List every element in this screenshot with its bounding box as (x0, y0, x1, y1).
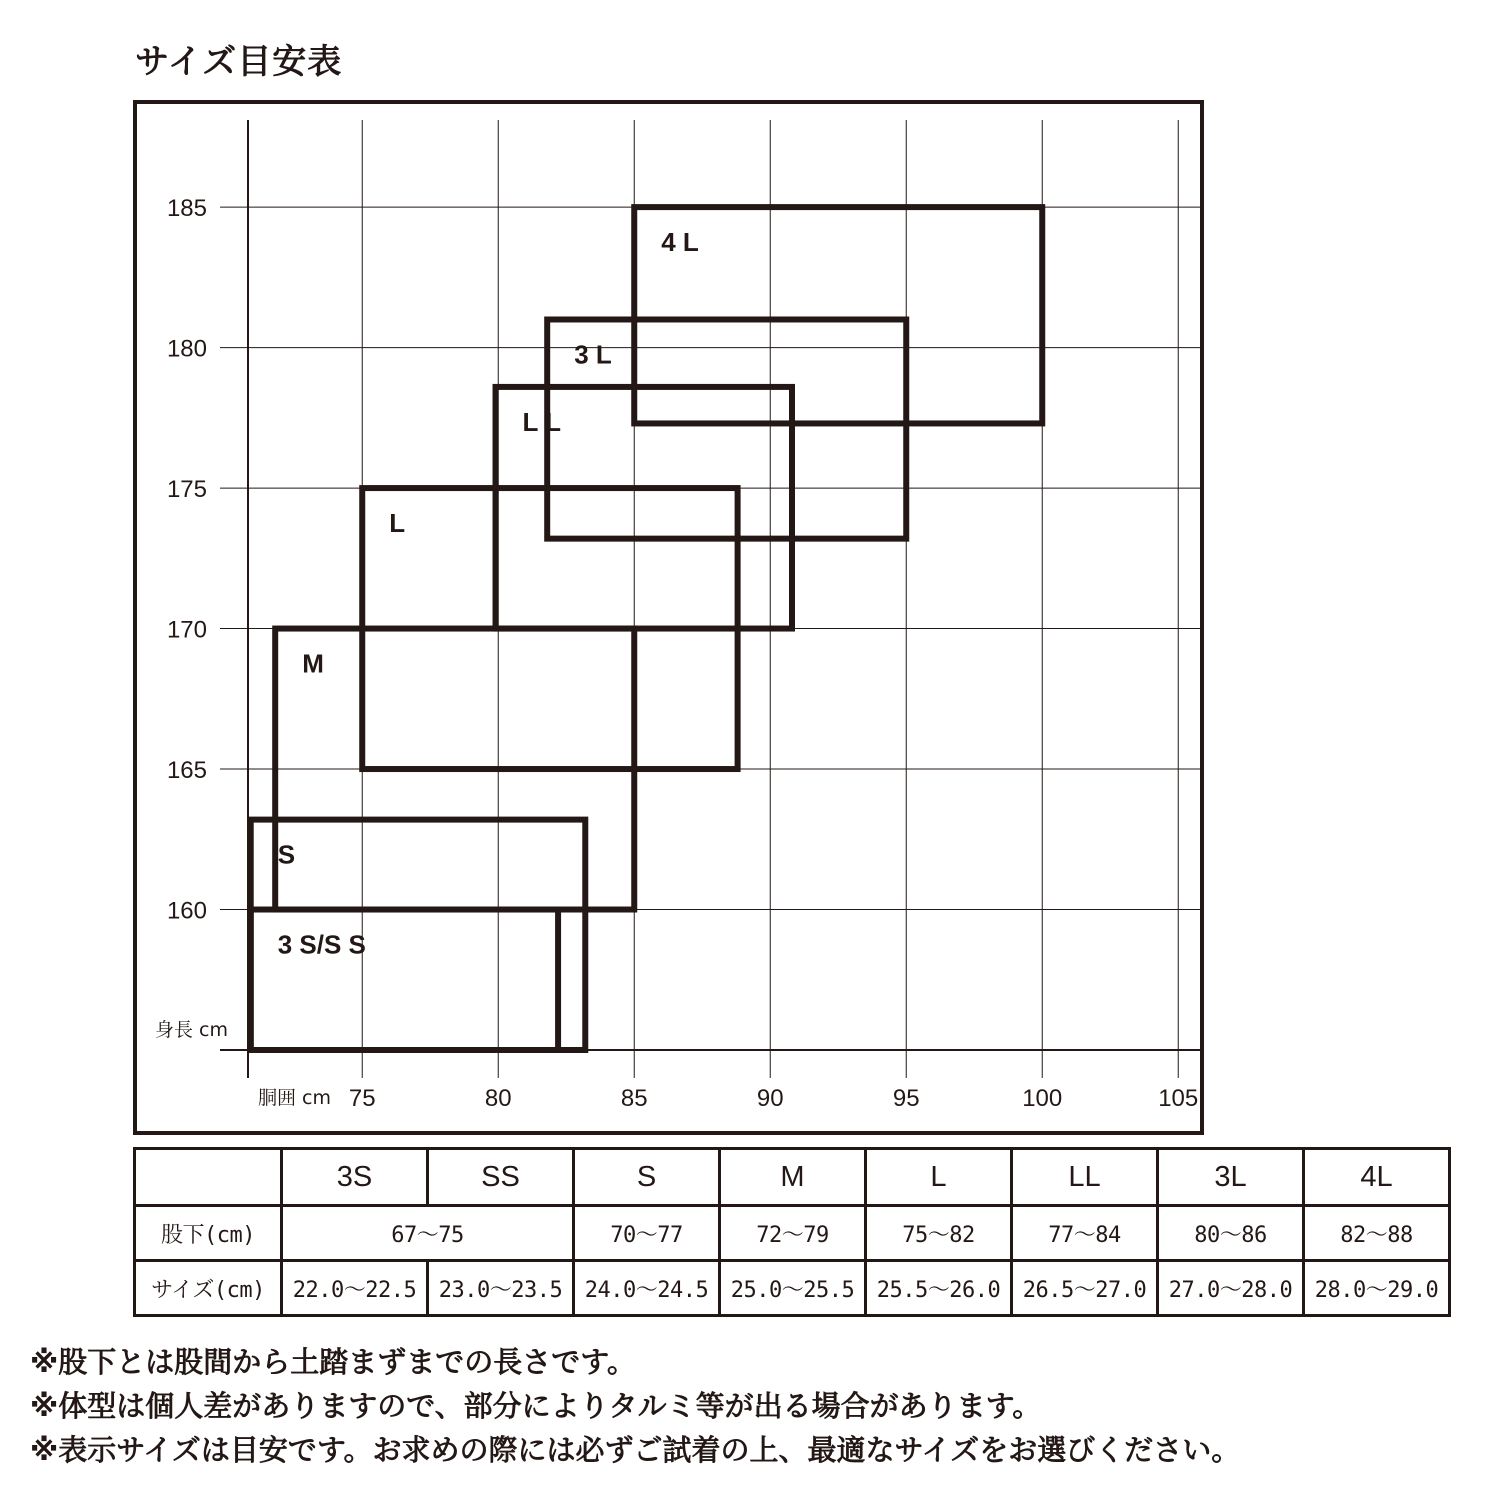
header-m: M (720, 1149, 866, 1206)
inseam-row (135, 1206, 1450, 1261)
inseam-cell: 77～84 (1012, 1206, 1158, 1261)
x-tick-label: 85 (620, 1085, 648, 1112)
header-ll: LL (1012, 1149, 1158, 1206)
inseam-cell: 70～77 (574, 1206, 720, 1261)
grid-lines (220, 120, 1200, 1078)
inseam-cell: 67～75 (282, 1206, 574, 1261)
size-box-label: 3 S/S S (277, 929, 366, 960)
y-axis-label: 身長 cm (155, 1019, 228, 1041)
header-ss: SS (428, 1149, 574, 1206)
inseam-label: 股下(cm) (135, 1206, 282, 1261)
size-box-label: L (389, 508, 406, 539)
header-l: L (866, 1149, 1012, 1206)
x-tick-label: 90 (756, 1085, 784, 1112)
size-table (133, 1147, 1451, 1317)
x-tick-label: 95 (892, 1085, 920, 1112)
page-title: サイズ目安表 (135, 42, 343, 82)
shoe-size-cell: 23.0～23.5 (428, 1261, 574, 1316)
y-tick-label: 175 (166, 476, 207, 504)
size-box-label: M (302, 648, 324, 679)
y-tick-label: 165 (166, 757, 207, 785)
y-tick-label: 170 (166, 616, 207, 644)
shoe-size-cell: 26.5～27.0 (1012, 1261, 1158, 1316)
header-4l: 4L (1304, 1149, 1450, 1206)
x-axis-label: 胴囲 cm (258, 1087, 331, 1109)
x-tick-label: 105 (1158, 1085, 1199, 1112)
x-tick-label: 80 (484, 1085, 512, 1112)
table-corner-cell (135, 1149, 282, 1206)
note-line: ※体型は個人差がありますので、部分によりタルミ等が出る場合があります。 (30, 1389, 1042, 1423)
size-box-label: L L (522, 406, 562, 437)
shoe-size-cell: 25.0～25.5 (720, 1261, 866, 1316)
inseam-cell: 82～88 (1304, 1206, 1450, 1261)
notes (30, 1340, 1240, 1472)
y-tick-label: 185 (166, 195, 207, 223)
note-line: ※表示サイズは目安です。お求めの際には必ずご試着の上、最適なサイズをお選びください。 (30, 1433, 1241, 1467)
header-s: S (574, 1149, 720, 1206)
shoe-size-cell: 22.0～22.5 (282, 1261, 428, 1316)
inseam-cell: 72～79 (720, 1206, 866, 1261)
shoe-size-cell: 27.0～28.0 (1158, 1261, 1304, 1316)
y-tick-label: 160 (166, 897, 207, 925)
x-tick-label: 75 (348, 1085, 376, 1112)
note-line: ※股下とは股間から土踏まずまでの長さです。 (30, 1345, 636, 1379)
shoe-size-row (135, 1261, 1450, 1316)
header-3l: 3L (1158, 1149, 1304, 1206)
y-tick-label: 180 (166, 335, 207, 363)
x-tick-label: 100 (1022, 1085, 1063, 1112)
size-box-label: 3 L (574, 339, 612, 370)
shoe-size-cell: 28.0～29.0 (1304, 1261, 1450, 1316)
size-box-label: 4 L (661, 227, 699, 258)
inseam-cell: 75～82 (866, 1206, 1012, 1261)
size-box-label: S (277, 839, 296, 870)
table-header-row (135, 1149, 1450, 1206)
shoe-size-label: サイズ(cm) (135, 1261, 282, 1316)
header-3s: 3S (282, 1149, 428, 1206)
inseam-cell: 80～86 (1158, 1206, 1304, 1261)
shoe-size-cell: 24.0～24.5 (574, 1261, 720, 1316)
shoe-size-cell: 25.5～26.0 (866, 1261, 1012, 1316)
